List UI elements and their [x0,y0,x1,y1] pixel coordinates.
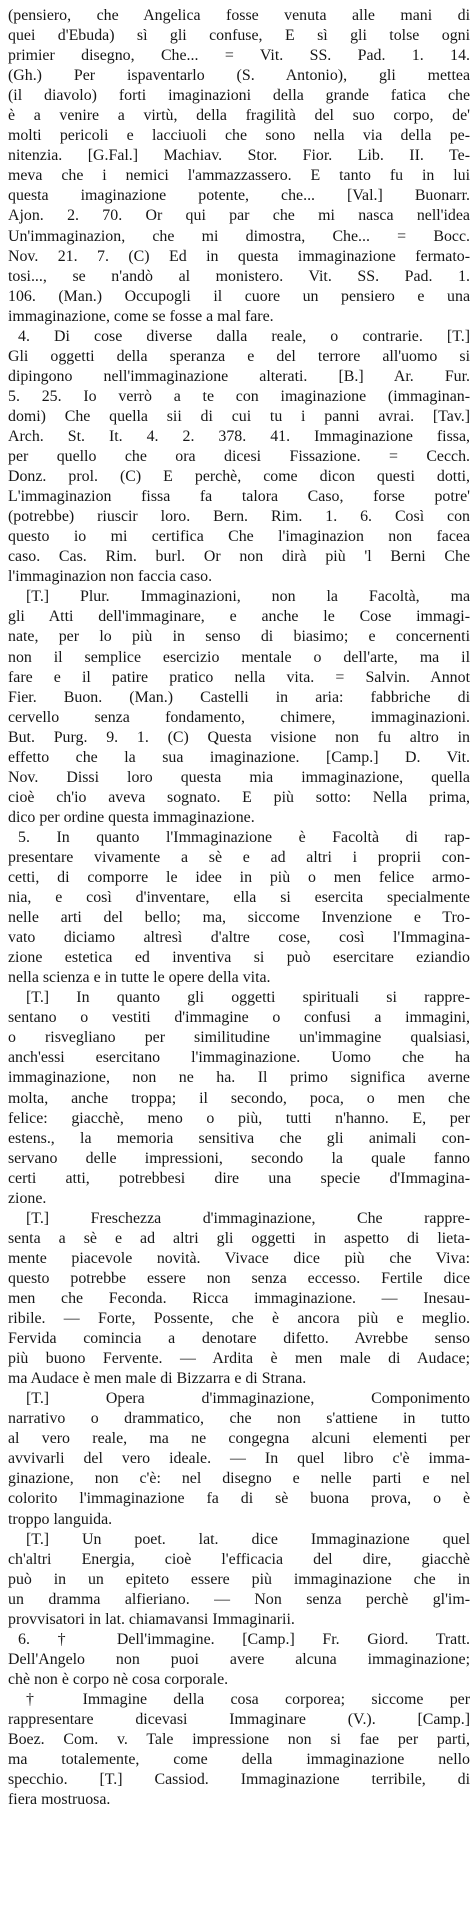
text-line: nelle arti del bello; ma, siccome Invenzione e Tro- [8,909,470,927]
text-line: narrativo o drammatico, che non s'attiene in tutto [8,1410,470,1428]
text-line: zione. [8,1189,47,1207]
text-line: Ajon. 2. 70. Or qui par che mi nasca nell'idea [8,207,470,225]
text-line: ginazione, non c'è: nel disegno e nelle parti e nel [8,1470,470,1488]
text-line: questa imaginazione potente, che... [Val.] Buonarr. [8,187,470,205]
text-line: dipingono nell'immaginazione alterati. [B.] Ar. Fur. [8,367,470,385]
text-line: può in un epiteto essere più immaginazione che in [8,1570,470,1588]
text-line: effetto che la sua imaginazione. [Camp.] D. Vit. [8,748,470,766]
text-line: Fervida comincia a denotare difetto. Avrebbe senso [8,1330,470,1348]
paragraph-start: [T.] Un poet. lat. dice Immaginazione quel [26,1530,470,1548]
text-line: nella scienza e in tutte le opere della vita. [8,969,271,987]
text-line: l'immaginazion non faccia caso. [8,568,213,586]
text-line: Nov. Dissi loro questa mia immaginazione, quella [8,768,470,786]
text-line: L'immaginazion fissa fa talora Caso, forse potre' [8,488,470,506]
text-line: anch'essi esercitano l'immaginazione. Uomo che ha [8,1049,470,1067]
text-line: caso. Cas. Rim. burl. Or non dirà più 'l Berni Che [8,548,470,566]
text-line: men che Feconda. Ricca immaginazione. — Inesau- [8,1290,470,1307]
text-line: Arch. St. It. 4. 2. 378. 41. Immaginazione fissa, [8,427,470,445]
text-line: provvisatori in lat. chiamavansi Immaginarii. [8,1610,295,1628]
text-line: molta, anche troppa; il secondo, poca, o men che [8,1089,470,1107]
text-line: presentare vivamente a sè e ad altri i proprii con- [8,848,470,866]
text-line: estens., la memoria sensitiva che gli animali con- [8,1129,470,1147]
text-line: (pensiero, che Angelica fosse venuta alle mani di [8,7,470,24]
section-heading-6: 6. † Dell'immagine. [Camp.] Fr. Giord. Tratt. [18,1630,470,1648]
text-line: gli Atti dell'immaginare, e anche le Cose immagi- [8,608,470,626]
text-line: questo io mi certifica Che l'imaginazion non facea [8,528,470,546]
text-line: (Gh.) Per ispaventarlo (S. Antonio), gli mettea [8,67,470,85]
text-line: (potrebbe) riuscir loro. Bern. Rim. 1. 6. Così con [8,508,470,526]
text-line: questo potrebbe essere non senza eccesso. Fertile dice [8,1269,470,1287]
text-line: immaginazione, come se fosse a mal fare. [8,307,274,325]
paragraph-start: [T.] Plur. Immaginazioni, non la Facoltà, ma [26,588,470,606]
text-line: nitenzia. [G.Fal.] Machiav. Stor. Fior. Lib. II. Te- [8,147,470,165]
text-line: è a venire a virtù, della fragilità del suo corpo, de' [8,107,470,125]
text-line: troppo languida. [8,1510,113,1528]
text-line: Gli oggetti della speranza e del terrore all'uomo si [8,347,470,365]
text-line: un dramma alfieriano. — Non senza perchè gl'im- [8,1590,470,1608]
text-line: tosi..., se n'andò al monistero. Vit. SS. Pad. 1. [8,267,470,285]
text-line: nia, e così d'inventare, ella si esercita specialmente [8,889,470,907]
text-line: chè non è corpo nè cosa corporale. [8,1670,229,1688]
text-line: avvivarli del vero ideale. — In quel libro c'è imma- [8,1450,470,1468]
text-line: colorito l'immaginazione fa di sè buona prova, o è [8,1490,470,1508]
text-line: ribile. — Forte, Possente, che è ancora più e meglio. [8,1310,470,1328]
text-line: senta a sè e ad altri gli oggetti in aspetto di lieta- [8,1229,470,1247]
text-line: Dell'Angelo non puoi avere alcuna immaginazione; [8,1650,470,1668]
text-line: domi) Che quella sii di cui tu i panni avrai. [Tav.] [8,407,470,425]
text-line: molti pericoli e lacciuoli che sono nella via della pe- [8,127,470,145]
text-line: vato diciamo altresì d'altre cose, così l'Immagina- [8,929,470,947]
text-line: fare e il patire pratico nella vita. = Salvin. Annot [8,668,470,686]
paragraph-start: [T.] Opera d'immaginazione, Componimento [26,1390,470,1408]
text-line: rappresentare dicevasi Immaginare (V.). [Camp.] [8,1710,470,1728]
text-line: Un'immaginazion, che mi dimostra, Che... = Bocc. [8,227,470,245]
text-line: Boez. Com. v. Tale impressione non si fae per parti, [8,1731,470,1749]
section-heading-4: 4. Di cose diverse dalla reale, o contrarie. [T.] [18,327,470,345]
text-line: dico per ordine questa immaginazione. [8,808,255,826]
text-line: cetti, di comporre le idee in più o men felice armo- [8,869,470,887]
paragraph-start: [T.] In quanto gli oggetti spirituali si rappre- [26,989,470,1007]
text-line: felice: giacchè, meno o più, tutti n'hanno. E, per [8,1109,470,1127]
text-line: sentano o vestiti d'immagine o confusi a immagini, [8,1009,470,1027]
text-line: al vero reale, ma ne congegna alcuni elementi per [8,1430,470,1448]
text-line: servano delle impressioni, secondo la quale fanno [8,1149,470,1167]
text-line: non il semplice esercizio mentale o dell'arte, ma il [8,648,470,666]
text-line: specchio. [T.] Cassiod. Immaginazione terribile, di [8,1771,470,1789]
text-line: meva che i nemici l'ammazzassero. E tanto fu in lui [8,167,470,185]
text-line: fiera mostruosa. [8,1791,111,1809]
text-line: per quello che ora dicesi Fissazione. = Cecch. [8,448,470,466]
text-line: certi atti, potrebbesi dire una specie d'Immagina- [8,1169,470,1187]
text-line: cervello senza fondamento, chimere, immaginazioni. [8,708,470,726]
text-line: mente piacevole novità. Vivace dice più che Viva: [8,1249,470,1267]
text-line: zione estetica ed inventiva si può esercitare eziandio [8,949,470,967]
text-line: (il diavolo) forti imaginazioni della grande fatica che [8,87,470,105]
text-line: cioè ch'io aveva sognato. E più sotto: Nella prima, [8,788,470,806]
text-line: nate, per lo più in senso di biasimo; e concernenti [8,628,470,646]
text-line: ma Audace è men male di Bizzarra e di Strana. [8,1370,307,1388]
text-line: Fier. Buon. (Man.) Castelli in aria: fabbriche di [8,688,470,706]
text-line: immaginazione, non ne ha. Il primo significa averne [8,1069,470,1087]
text-line: ch'altri Energia, cioè l'efficacia del dire, giacchè [8,1550,470,1568]
text-line: 106. (Man.) Occupogli il cuore un pensiero e una [8,287,470,305]
text-line: But. Purg. 9. 1. (C) Questa visione non fu altro in [8,728,470,746]
text-line: più buono Fervente. — Ardita è men male di Audace; [8,1350,470,1368]
text-line: primier disegno, Che... = Vit. SS. Pad. 1. 14. [8,47,470,65]
text-line: 5. 25. Io verrò a te con imaginazione (immaginan- [8,387,470,405]
text-line: Donz. prol. (C) E perchè, come dicon questi dotti, [8,468,470,486]
section-heading-5: 5. In quanto l'Immaginazione è Facoltà di rap- [18,828,470,846]
text-line: Nov. 21. 7. (C) Ed in questa immaginazione fermato- [8,247,470,265]
text-line: o risvegliano per similitudine un'immagine qualsiasi, [8,1029,470,1047]
text-line: quei d'Ebuda) sì gli confuse, E sì gli tolse ogni [8,27,470,45]
text-line: ma totalemente, come della immaginazione nello [8,1751,470,1769]
dictionary-column [8,6,470,1810]
paragraph-start: † Immagine della cosa corporea; siccome per [26,1690,470,1708]
paragraph-start: [T.] Freschezza d'immaginazione, Che rappre- [26,1209,470,1227]
